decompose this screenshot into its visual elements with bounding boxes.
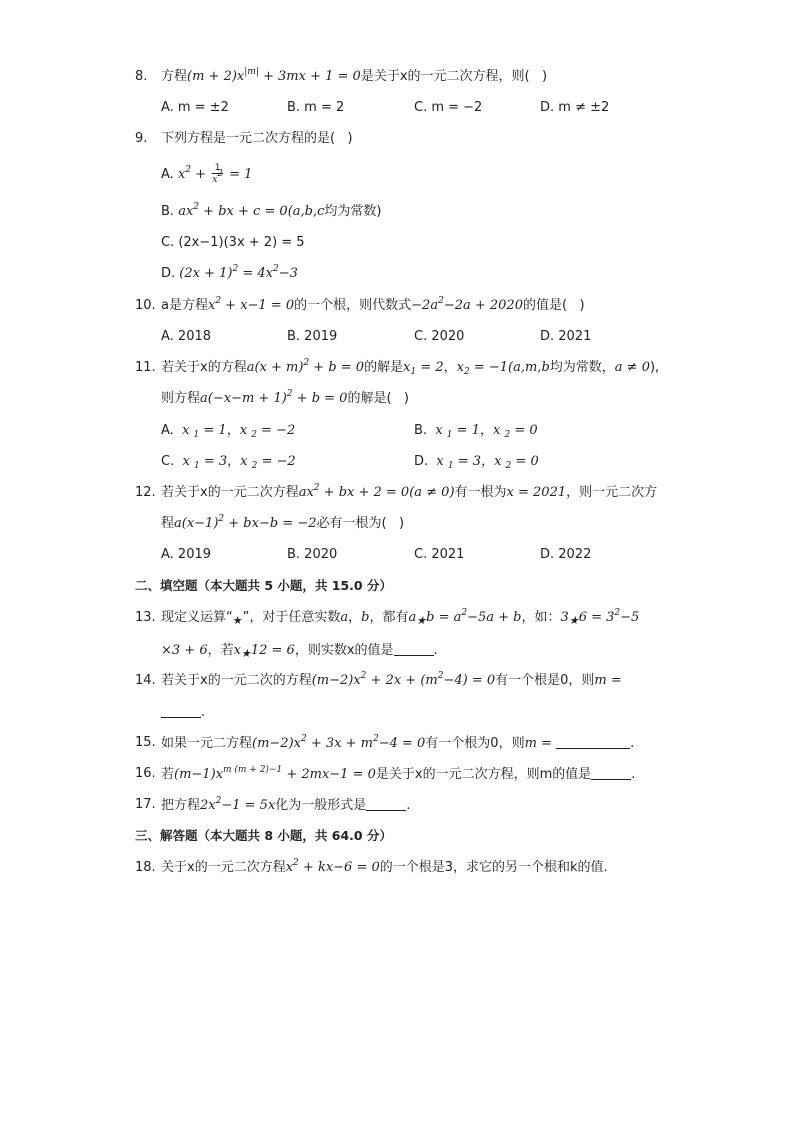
star-icon: ★ (240, 647, 251, 660)
question-13-stem-line2: ×3 + 6，若$x_★12 = 6$，则实数x的值是 . (161, 643, 438, 660)
question-11-stem-line1: 若关于x的方程$a(x + m)^2 + b = 0$的解是$x_1 = 2$，$x_2 = -1(a,m,b$均为常数，a ≠ 0), (161, 358, 660, 377)
star-icon: ★ (568, 614, 579, 627)
question-18-number: 18. (135, 860, 156, 875)
question-8-option-b[interactable]: B. m = 2 (287, 100, 345, 115)
question-12-option-d[interactable]: D. 2022 (540, 547, 592, 562)
question-10-option-b[interactable]: B. 2019 (287, 329, 338, 344)
question-17-stem: 把方程$2x^2-1 = 5x$化为一般形式是 . (161, 796, 411, 813)
question-12-stem-line2: 程$a(x-1)^2 + bx-b = -2$必有一根为( ) (161, 514, 405, 531)
question-13-stem-line1: 现定义运算“$_★$”，对于任意实数a，b，都有$a_★b = a^2-5a + b$，如：$3_★6 = 3^2-5$ (161, 608, 640, 627)
question-13-number: 13. (135, 610, 156, 625)
question-17-number: 17. (135, 797, 156, 812)
question-9-option-a[interactable]: A. $x^2$ + $\frac{1}{x^2}$ = 1 (161, 163, 253, 185)
question-9-option-c[interactable]: C. (2x−1)(3x + 2) = 5 (161, 235, 305, 250)
question-12-stem-line1: 若关于x的一元二次方程$ax^2$ + bx + 2 = 0(a ≠ 0)有一根为x = 2021，则一元二次方 (161, 483, 658, 500)
question-9-option-b[interactable]: B. $ax^2$ + bx + c = 0(a,b,c均为常数) (161, 202, 382, 219)
question-10-option-a[interactable]: A. 2018 (161, 329, 212, 344)
answer-blank[interactable] (366, 796, 406, 811)
question-15-number: 15. (135, 735, 156, 750)
question-10-option-d[interactable]: D. 2021 (540, 329, 592, 344)
question-15-stem: 如果一元二方程$(m-2)x^2 + 3x + m^2-4 = 0$有一个根为0，则m = . (161, 734, 635, 751)
question-10-option-c[interactable]: C. 2020 (414, 329, 465, 344)
question-11-option-b[interactable]: B. x $_1$ = 1，x $_2$ = 0 (414, 423, 538, 440)
question-9-number: 9. (135, 131, 148, 146)
question-14-number: 14. (135, 673, 156, 688)
question-16-number: 16. (135, 766, 156, 781)
question-8-number: 8. (135, 69, 148, 84)
question-12-option-b[interactable]: B. 2020 (287, 547, 338, 562)
question-8-option-a[interactable]: A. m = ±2 (161, 100, 229, 115)
question-14-stem-line1: 若关于x的一元二次的方程$(m-2)x^2 + 2x + (m^2-4) = 0$有一个根是0，则m = (161, 671, 622, 688)
question-11-option-d[interactable]: D. x $_1$ = 3，x $_2$ = 0 (414, 454, 539, 471)
question-12-option-a[interactable]: A. 2019 (161, 547, 212, 562)
answer-blank[interactable] (394, 641, 434, 656)
question-8-option-d[interactable]: D. m ≠ ±2 (540, 100, 610, 115)
question-12-option-c[interactable]: C. 2021 (414, 547, 465, 562)
question-11-number: 11. (135, 360, 156, 375)
star-icon: ★ (416, 614, 427, 627)
fraction: $\frac{1}{x^2}$ (212, 163, 223, 185)
question-10-stem: a是方程$x^2 + x-1 = 0$的一个根，则代数式$-2a^2-2a + 2020$的值是( ) (161, 296, 585, 313)
question-8-option-c[interactable]: C. m = −2 (414, 100, 483, 115)
question-18-stem: 关于x的一元二次方程$x^2 + kx-6 = 0$的一个根是3，求它的另一个根和k的值. (161, 858, 608, 875)
answer-blank[interactable] (161, 703, 201, 718)
question-11-option-a[interactable]: A. x $_1$ = 1，x $_2$ = −2 (161, 423, 296, 440)
question-9-option-d[interactable]: D. $(2x + 1)^2 = 4x^2-3$ (161, 264, 298, 281)
section-heading-fill-in: 二、填空题（本大题共 5 小题，共 15.0 分） (135, 578, 392, 593)
question-11-option-c[interactable]: C. x $_1$ = 3，x $_2$ = −2 (161, 454, 296, 471)
section-heading-solve: 三、解答题（本大题共 8 小题，共 64.0 分） (135, 828, 392, 843)
question-11-stem-line2: 则方程$a(-x-m + 1)^2 + b = 0$的解是( ) (161, 389, 409, 406)
question-14-stem-line2: . (161, 703, 205, 722)
star-icon: ★ (232, 614, 243, 627)
question-8-stem: 方程$(m + 2)x^{|m|} + 3mx + 1 = 0$是关于x的一元二次方程，则( ) (161, 67, 548, 84)
answer-blank[interactable] (556, 734, 630, 749)
question-10-number: 10. (135, 298, 156, 313)
question-9-stem: 下列方程是一元二次方程的是( ) (161, 131, 353, 146)
answer-blank[interactable] (591, 765, 631, 780)
question-16-stem: 若$(m-1)x^{m (m + 2)-1} + 2mx-1 = 0$是关于x的一元二次方程，则m的值是 . (161, 765, 636, 782)
question-12-number: 12. (135, 485, 156, 500)
